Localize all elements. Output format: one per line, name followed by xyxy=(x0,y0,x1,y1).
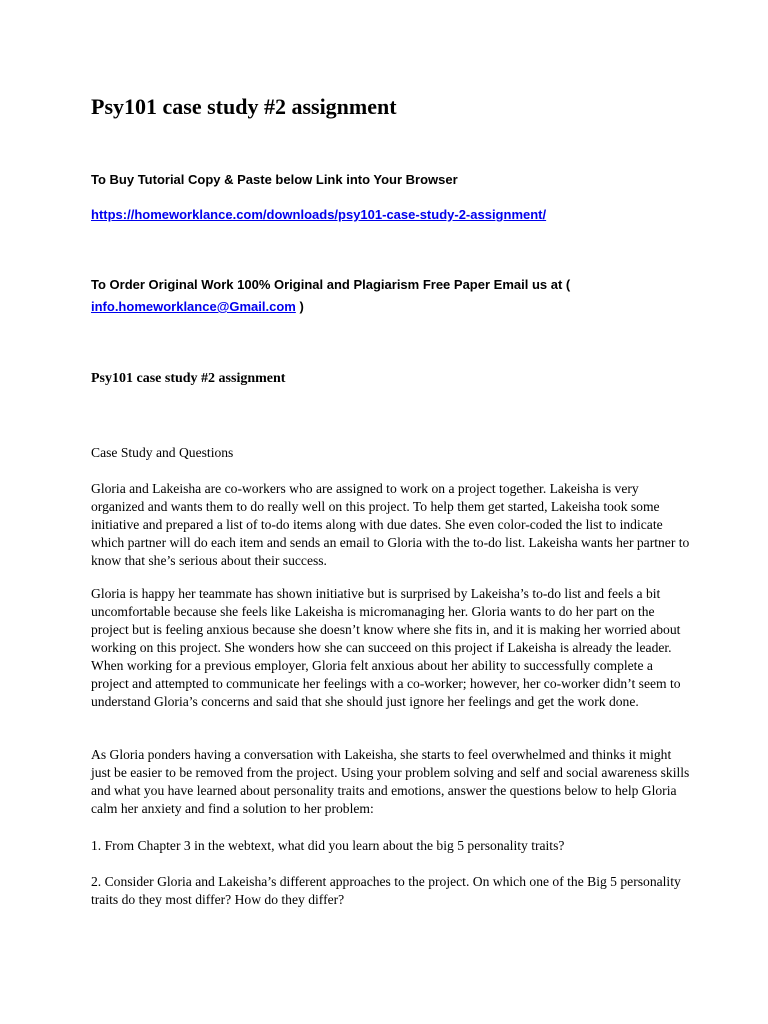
question-1: 1. From Chapter 3 in the webtext, what did you learn about the big 5 personality traits? xyxy=(91,838,565,853)
document-subtitle: Psy101 case study #2 assignment xyxy=(91,371,286,386)
question-2: 2. Consider Gloria and Lakeisha’s different approaches to the project. On which one of the Big 5 personality traits do they most differ? How do they differ? xyxy=(91,874,681,907)
paragraph-2: Gloria is happy her teammate has shown initiative but is surprised by Lakeisha’s to-do list and feels a bit uncomfortable because she feels like Lakeisha is micromanaging her. Gloria wants to do her part on the project but is feeling anxious because she doesn’t know where she fits in, and it is making her worried about working on this project. She wonders how she can succeed on this project if Lakeisha is already the leader. When working for a previous employer, Gloria felt anxious about her ability to successfully complete a project and attempted to communicate her feelings with a co-worker; however, her co-worker didn’t seem to understand Gloria’s concerns and said that she should just ignore her feelings and get the work done. xyxy=(91,586,681,709)
order-instruction: To Order Original Work 100% Original and Plagiarism Free Paper Email us at ( xyxy=(91,277,571,292)
buy-link-line xyxy=(91,207,546,222)
buy-link[interactable]: https://homeworklance.com/downloads/psy101-case-study-2-assignment/ xyxy=(91,207,547,222)
section-heading: Case Study and Questions xyxy=(91,445,234,460)
order-close-paren: ) xyxy=(295,299,304,314)
order-email-line xyxy=(91,299,304,314)
buy-instruction: To Buy Tutorial Copy & Paste below Link into Your Browser xyxy=(91,172,458,187)
order-email-link[interactable]: info.homeworklance@Gmail.com xyxy=(91,299,296,314)
page-title: Psy101 case study #2 assignment xyxy=(91,94,397,119)
paragraph-3: As Gloria ponders having a conversation with Lakeisha, she starts to feel overwhelmed and thinks it might just be easier to be removed from the project. Using your problem solving and self and social awareness skills and what you have learned about personality traits and emotions, answer the questions below to help Gloria calm her anxiety and find a solution to her problem: xyxy=(91,747,690,816)
paragraph-1: Gloria and Lakeisha are co-workers who are assigned to work on a project together. Lakeisha is very organized and wants them to do really well on this project. To help them get started, Lakeisha took some initiative and prepared a list of to-do items along with due dates. She even color-coded the list to indicate which partner will do each item and sends an email to Gloria with the to-do list. Lakeisha wants her partner to know that she’s serious about their success. xyxy=(91,481,690,568)
